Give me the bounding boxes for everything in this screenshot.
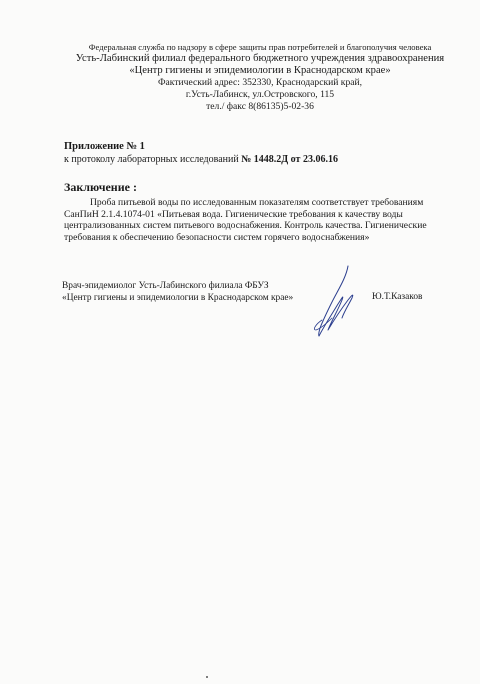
signer-name: Ю.Т.Казаков bbox=[372, 292, 423, 302]
signer-position-line-2: «Центр гигиены и эпидемиологии в Краснодарском крае» bbox=[62, 293, 294, 303]
agency-name: Федеральная служба по надзору в сфере защиты прав потребителей и благополучия человека bbox=[88, 42, 432, 52]
protocol-text: к протоколу лабораторных исследований bbox=[64, 154, 242, 165]
appendix-block bbox=[64, 140, 444, 166]
branch-name: Усть-Лабинский филиал федерального бюджетного учреждения здравоохранения bbox=[75, 53, 445, 64]
protocol-number: № 1448.2Д от 23.06.16 bbox=[241, 154, 338, 165]
conclusion-text: Проба питьевой воды по исследованным показателям соответствует требованиям СанПиН 2.1.4.1074-01 «Питьевая вода. Гигиенические требования к качеству воды централизованных систем питьевого водоснабжения. Контроль качества. Гигиенические требования к обеспечению безопасности систем горячего водоснабжения» bbox=[64, 197, 427, 243]
appendix-title: Приложение № 1 bbox=[64, 141, 145, 152]
signer-position bbox=[62, 280, 322, 304]
protocol-reference bbox=[64, 153, 444, 166]
address-line-2: г.Усть-Лабинск, ул.Островского, 115 bbox=[185, 89, 335, 100]
center-name: «Центр гигиены и эпидемиологии в Краснодарском крае» bbox=[129, 65, 391, 76]
scan-speck bbox=[206, 676, 208, 678]
signer-position-line-1: Врач-эпидемиолог Усть-Лабинского филиала ФБУЗ bbox=[62, 281, 269, 291]
letterhead bbox=[60, 42, 460, 113]
conclusion-title: Заключение : bbox=[64, 180, 137, 194]
handwritten-signature bbox=[302, 260, 372, 340]
conclusion-block bbox=[64, 180, 444, 243]
phone-fax: тел./ факс 8(86135)5-02-36 bbox=[206, 101, 314, 112]
address-line-1: Фактический адрес: 352330, Краснодарский край, bbox=[157, 77, 363, 88]
